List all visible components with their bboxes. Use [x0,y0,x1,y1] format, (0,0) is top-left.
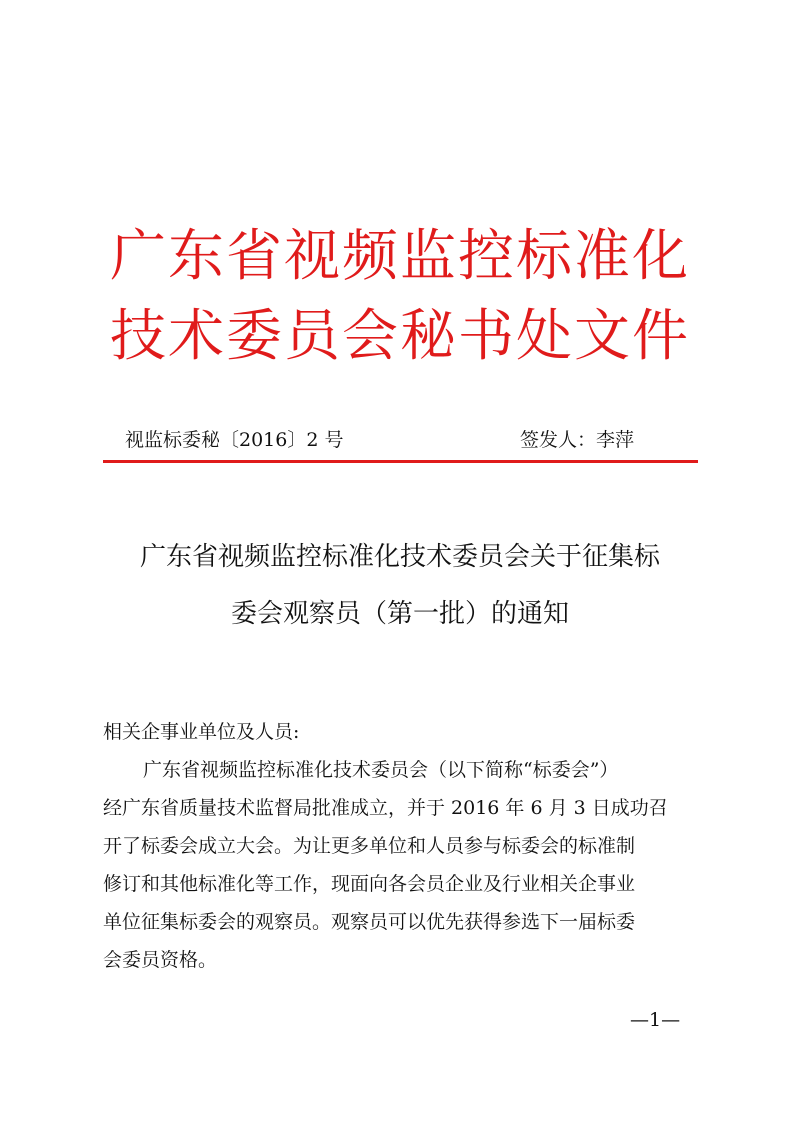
body-line-2: 经广东省质量技术监督局批准成立，并于 2016 年 6 月 3 日成功召 [103,797,668,819]
salutation: 相关企事业单位及人员: [103,721,300,743]
org-title-line-2: 技术委员会秘书处文件 [110,304,690,369]
body-line-4: 修订和其他标准化等工作，现面向各会员企业及行业相关企事业 [103,873,636,895]
org-title-line-1: 广东省视频监控标准化 [110,224,690,289]
document-number: 视监标委秘〔2016〕2 号 [125,429,344,451]
header-red-rule [103,460,698,463]
body-line-5: 单位征集标委会的观察员。观察员可以优先获得参选下一届标委 [103,911,636,933]
page-number: —1— [630,1009,681,1031]
signer-label: 签发人：李萍 [520,429,635,451]
body-line-6: 会委员资格。 [103,949,218,971]
body-line-3: 开了标委会成立大会。为让更多单位和人员参与标委会的标准制 [103,835,636,857]
notice-title-line-2: 委会观察员（第一批）的通知 [230,599,569,629]
body-line-1: 广东省视频监控标准化技术委员会（以下简称“标委会”） [143,759,619,781]
notice-title-line-1: 广东省视频监控标准化技术委员会关于征集标 [139,542,660,572]
